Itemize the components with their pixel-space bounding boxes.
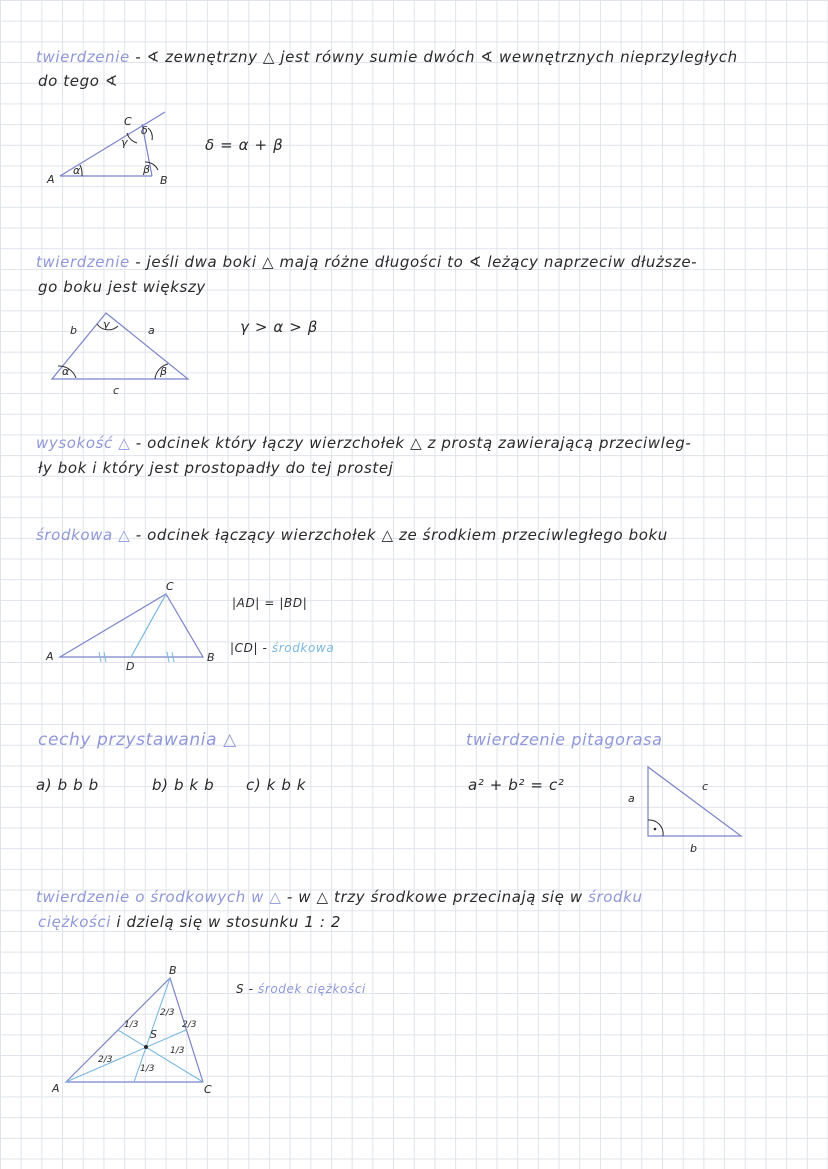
s7-text1: - w △ trzy środkowe przecinają się w <box>286 888 583 906</box>
s4-label-D: D <box>126 660 135 673</box>
s5-item-a: a) b b b <box>36 776 99 794</box>
s2-label-a: a <box>148 324 155 337</box>
s7-label-A: A <box>52 1082 60 1095</box>
s2-line2: go boku jest większy <box>38 278 206 296</box>
s3-text1: - odcinek który łączy wierzchołek △ z prostą zawierającą przeciwleg- <box>135 434 692 452</box>
s6-heading: twierdzenie pitagorasa <box>466 730 663 749</box>
s1-formula: δ = α + β <box>205 136 284 154</box>
s1-label-A: A <box>47 173 55 186</box>
s7-ratio-1-3-b: 1/3 <box>170 1046 185 1056</box>
s5-item-b: b) b k b <box>152 776 215 794</box>
s1-label-B: B <box>160 174 168 187</box>
s7-ratio-2-3-b: 2/3 <box>98 1055 113 1065</box>
s4-text1: - odcinek łączący wierzchołek △ ze środkiem przeciwległego boku <box>135 526 668 544</box>
s7-note-prefix: S - <box>236 982 254 996</box>
s7-ratio-2-3-c: 2/3 <box>182 1020 197 1030</box>
s7-label-B: B <box>169 964 177 977</box>
s7-ratio-1-3-c: 1/3 <box>140 1064 155 1074</box>
s2-formula: γ > α > β <box>240 318 318 336</box>
s5-heading: cechy przystawania △ <box>38 730 237 750</box>
s2-text1: - jeśli dwa boki △ mają różne długości to ∢ leżący naprzeciw dłuższe- <box>135 253 698 271</box>
s1-text1: - ∢ zewnętrzny △ jest równy sumie dwóch ∢ wewnętrznych nieprzyległych <box>135 48 738 66</box>
s3-line2: ły bok i który jest prostopadły do tej prostej <box>38 459 394 477</box>
s7-label-C: C <box>204 1083 212 1096</box>
s2-label-alpha: α <box>62 365 70 378</box>
s4-heading: środkowa △ <box>36 526 131 544</box>
s1-line2: do tego ∢ <box>38 72 119 90</box>
s1-label-C: C <box>124 115 132 128</box>
s1-label-delta: δ <box>141 124 148 137</box>
s2-label-b: b <box>70 324 77 337</box>
s1-heading: twierdzenie <box>36 48 130 66</box>
s4-eq1: |AD| = |BD| <box>232 596 308 610</box>
s6-label-a: a <box>628 792 635 805</box>
s2-label-beta: β <box>160 365 168 378</box>
s7-ratio-2-3-a: 2/3 <box>160 1008 175 1018</box>
s2-label-gamma: γ <box>103 318 110 331</box>
s7-highlight1: środku <box>588 888 643 906</box>
s6-label-c: c <box>702 780 709 793</box>
s7-ratio-1-3-a: 1/3 <box>124 1020 139 1030</box>
s1-label-gamma: γ <box>121 136 128 149</box>
s5-item-c: c) k b k <box>246 776 307 794</box>
s7-text2: i dzielą się w stosunku 1 : 2 <box>116 913 341 931</box>
s6-label-b: b <box>690 842 697 855</box>
s6-formula: a² + b² = c² <box>468 776 565 794</box>
s1-label-beta: β <box>143 163 151 176</box>
s4-eq2-highlight: środkowa <box>271 641 335 655</box>
s7-note <box>236 982 366 996</box>
s4-eq2-prefix: |CD| - <box>230 641 268 655</box>
s4-label-C: C <box>166 580 174 593</box>
s2-heading: twierdzenie <box>36 253 130 271</box>
s7-highlight2: ciężkości <box>38 913 112 931</box>
s7-heading: twierdzenie o środkowych w △ <box>36 888 282 906</box>
s4-label-B: B <box>207 651 215 664</box>
s7-label-S: S <box>150 1028 157 1041</box>
s2-label-c: c <box>113 384 120 397</box>
s3-heading: wysokość △ <box>36 434 131 452</box>
s7-note-highlight: środek ciężkości <box>257 982 366 996</box>
s1-label-alpha: α <box>73 164 81 177</box>
s4-label-A: A <box>46 650 54 663</box>
